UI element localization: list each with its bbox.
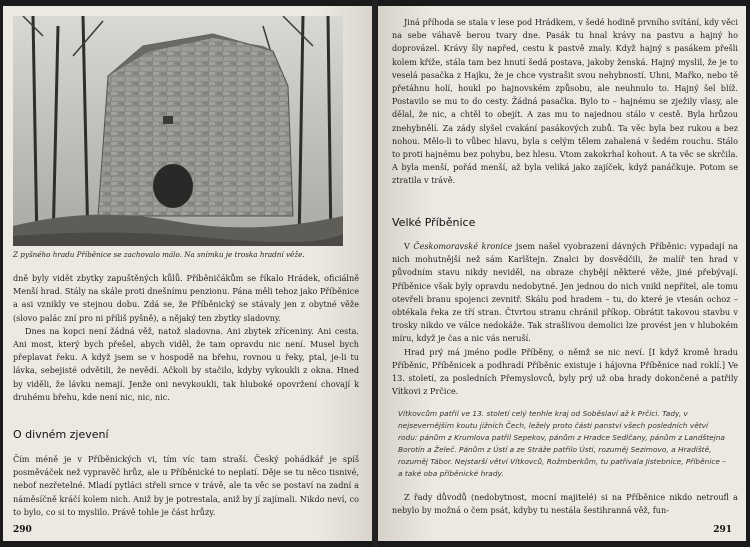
- right-body-middle: [392, 240, 738, 398]
- left-page: [3, 6, 373, 541]
- right-paragraph-4: Z řady důvodů (nedobytnost, mocní majitelé) si na Příběnice nikdo netroufl a nebylo by možná o čem psát, kdyby tu nestála šestihranná věž, fun-: [392, 492, 738, 516]
- right-paragraph-1: Jiná příhoda se stala v lese pod Hrádkem, v šedé hodině prvního svítání, kdy věci na sebe váhavě berou tvary dne. Pasák tu hnal krávy na pastvu a hajný ho doprovázel. Krávy šly napřed, cestu k pastvě znaly. Když hajný s pasákem přešli kolem kříže, stála tam bez hnutí šedá postava, jakoby ženská. Hajný myslil, že je to veselá pasačka z Hajku, že je chce vystrašit svou nehybností. Uhni, Mařko, nebo tě přetáhnu holí, houkl po hajnovském způsobu, ale neuhnulo to. Hajný šel blíž. Postavilo se mu to do cesty. Žádná pasačka. Bylo to – hajnému se zježily vlasy, ale dělal, že nic, a chtěl to obejít. A zas mu to najednou stálo v cestě. Byla hrůzou znehybnělí. Za zády slyšel cvakání pasákových zubů. Ta věc byla bez rukou a bez nohou. Mělo-li to vůbec hlavu, byla s celým tělem zahalená v šedém rouchu. Stálo to proti hajnému bez pohybu, bez hlesu. Vtom zakokrhal kohout. A ta věc se skrčila. A byla menší, pořád menší, až byla veliká jako zajíček, když panáčkuje. Potom se ztratila v trávě.: [392, 17, 738, 186]
- left-paragraph-2: Dnes na kopci není žádná věž, natož sladovna. Ani zbytek zříceniny. Ani cesta. Ani most, který bych přešel, abych viděl, že tam opravdu nic není. Musel bych přeplavat řeku. A když jsem se v hospodě na břehu, rovnou u řeky, ptal, je-li tu lávka, sebejisté odvětili, že nevědí. Ačkoli by stačilo, kdyby vykoukli z okna. Hned by viděli, že lávku nemají. Jenže oni nevykoukli, tak hluboké opovržení chovají k druhému břehu, kde není nic, nic, nic.: [13, 325, 359, 402]
- p2-rest: jsem našel vyobrazení dávných Příběnic: vypadají na nich mohutnější než sám Karlštejn. Znalci by dosvědčili, že malíř ten hrad v původním stavu nikdy neviděl, na obraze chybějí některé věže, jiné přebývají. Příběnice však byly opravdu nedobytné. Jen jednou do nich vnikl nepřítel, ale tomu otevřeli branu spojenci zevnitř. Skálu pod hradem – tu, do které je vtesán ochoz – obtékala řeka ze tří stran. Čtvrtou stranu chránil příkop. Obrátit takovou stavbu v trosky nikdo ve válce nedokáže. Tak strašlivou demolici lze provést jen v hlubokém míru, když je čas a nic vás neruší.: [392, 241, 738, 344]
- right-paragraph-3: Hrad prý má jméno podle Příběny, o němž se nic neví. [I když kromě hradu Příběnic, Příběnicek a podhradí Příběnic existuje i hájovna Příběnice nad roklí.] Ve 13. století, za posledních Přemyslovců, byly prý už oba hrady dokončené a patřily Vítkovi z Prčice.: [392, 346, 738, 397]
- right-page-number: 291: [713, 525, 732, 535]
- vitkovci-quote: Vítkovcům patřil ve 13. století celý tenhle kraj od Soběslaví až k Prčici. Tady, v nejsevernějším koutu jižních Čech, ležely proto části panství všech posledních větví rodu: pánům z Krumlova patřil Sepekov, pánům z Hradce Sedlčany, pánům z Landštejna Borotín a Želeč. Pánům z Ústí a ze Stráže patřilo Ústí, rozuměj Sezimovo, a Hradiště, rozuměj Tábor. Nejstarší větví Vítkovců, Rožmberkům, tu patřivala Jistebnice, Příběnice – a také oba příběnické hrady.: [398, 409, 727, 478]
- section-heading-velke-pribenice: Velké Příběnice: [392, 216, 476, 229]
- right-page: [378, 6, 746, 541]
- right-paragraph-2: [392, 240, 738, 346]
- left-body-bottom: [13, 453, 359, 519]
- right-body-bottom: [392, 491, 738, 517]
- left-body-top: [13, 272, 359, 404]
- photo-illustration: [13, 16, 343, 246]
- right-body-top: [392, 16, 738, 188]
- left-paragraph-1: dně byly vidět zbytky zapuštěných kůlů. Příběničákům se říkalo Hrádek, oficiálně Menší hrad. Stály na skále proti dnešnímu penzionu. Pána měli tehoz jako Příběnice a asi vznikly ve stejnou dobu. Zdá se, že Příběnický se stávaly jen z obytné věže (slovo palác zní pro ni příliš pyšně), a nějaký ten zbytky sladovny.: [13, 273, 359, 323]
- tower-ruin-photo: [13, 16, 343, 246]
- section-heading-o-divnem-zjeveni: O divném zjevení: [13, 428, 109, 441]
- p2-prefix: V: [404, 241, 414, 251]
- photo-caption: Z pyšného hradu Příběnice se zachovalo málo. Na snímku je troska hradní věže.: [13, 250, 305, 259]
- left-page-number: 290: [13, 525, 32, 535]
- left-paragraph-3: Čím méně je v Příběnických vi, tím víc tam straší. Český pohádkář je spíš posměváček než vypravěč hrůz, ale u Příběnické to neplatí. Děje se tu něco tisnivé, nebof nezřetelné. Mladí pytláci střeli srnce v trávě, ale ta věc se postaví na zadní a náměsíčně kráčí kolem nich. Aniž by je potrestala, aniž by jí zajímali. Nikdo neví, co to bylo, co si to myslilo. Právě tohle je část hrůzy.: [13, 454, 359, 517]
- chronicle-title: Českomoravské kronice: [413, 241, 513, 251]
